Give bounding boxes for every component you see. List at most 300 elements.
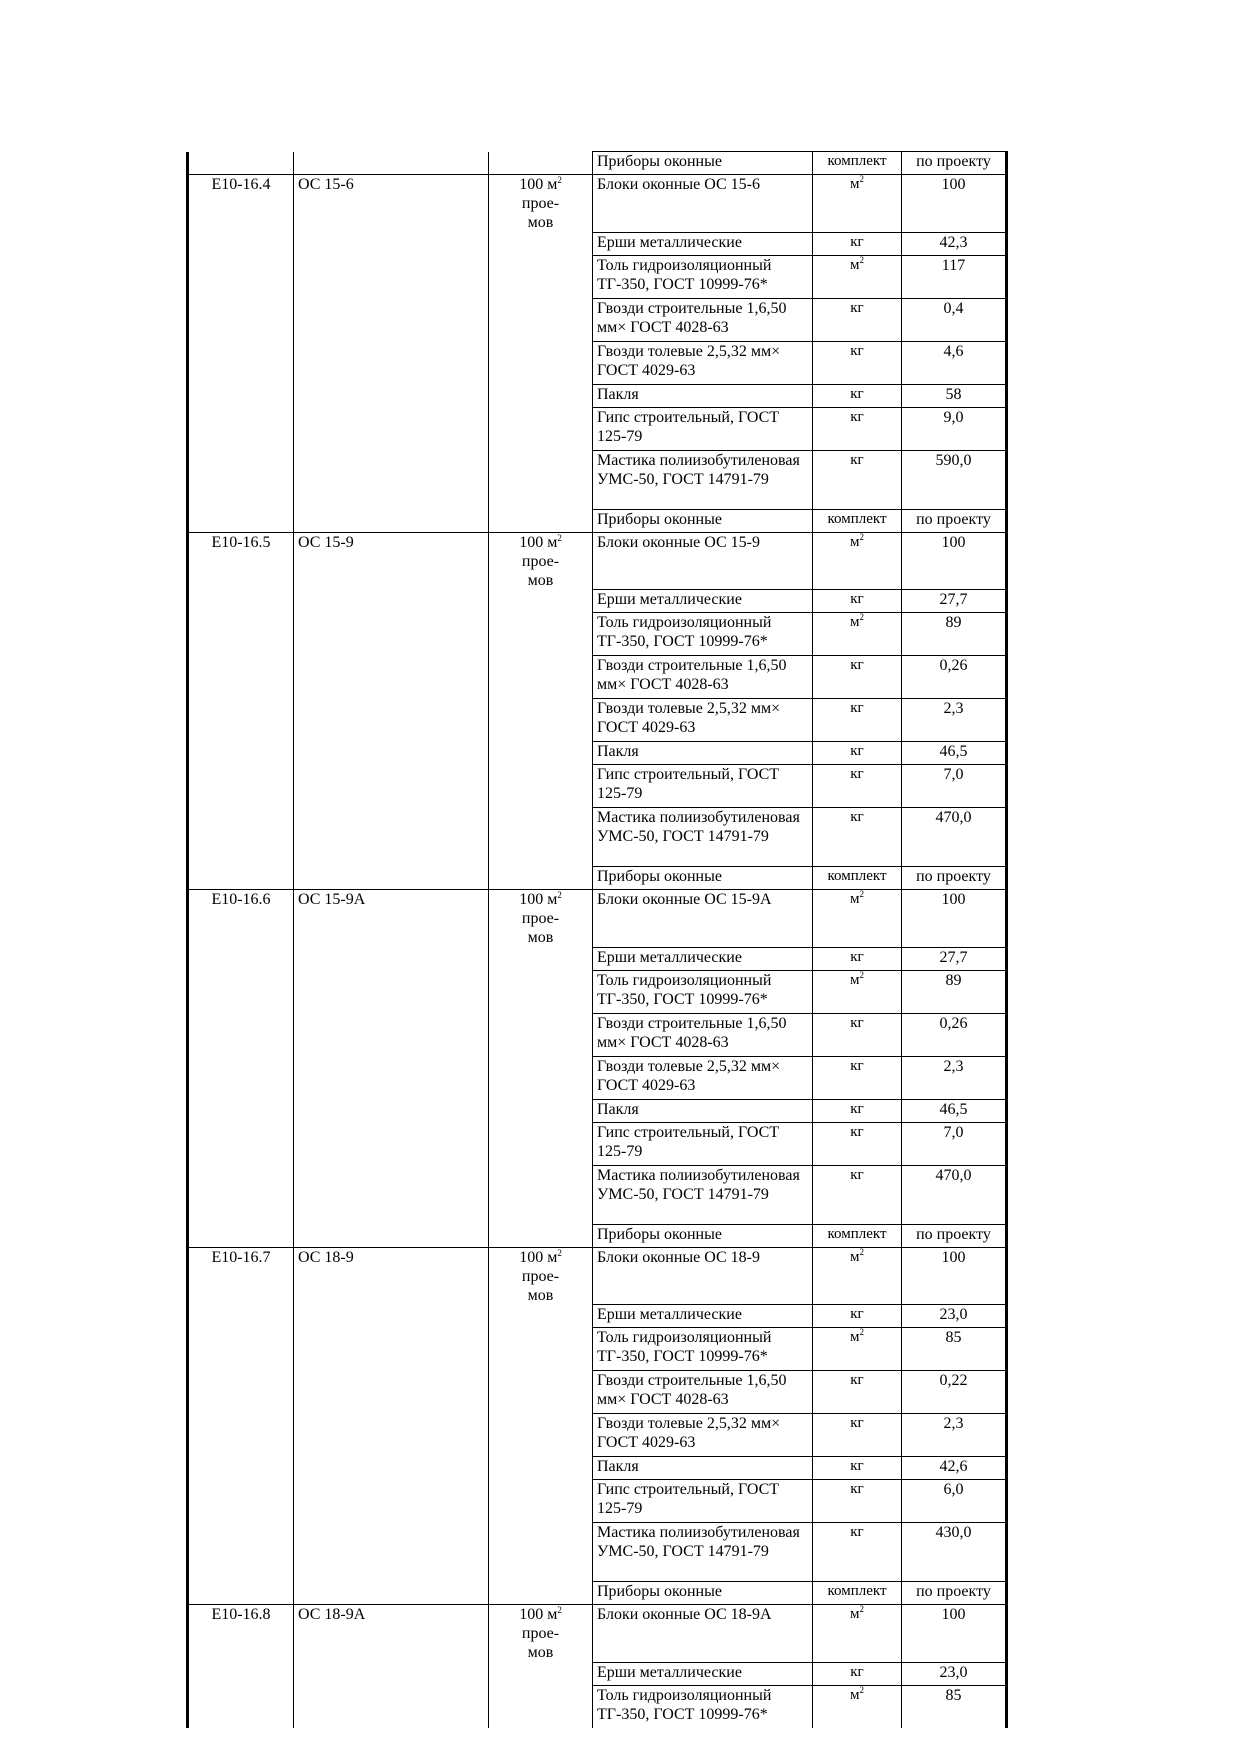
- unit-text: кг: [850, 657, 864, 673]
- name-cell: [294, 450, 489, 509]
- unit-label-cell: [489, 1480, 593, 1523]
- name-cell: [294, 1013, 489, 1056]
- amount-cell: 0,26: [902, 656, 1007, 699]
- code-cell: Е10-16.5: [188, 532, 294, 590]
- code-cell: [188, 656, 294, 699]
- material-cell: Пакля: [593, 1457, 813, 1480]
- unit-cell: [813, 1662, 902, 1685]
- amount-cell: 42,6: [902, 1457, 1007, 1480]
- name-cell: [294, 298, 489, 341]
- name-cell: [294, 1523, 489, 1582]
- code-cell: [188, 1480, 294, 1523]
- amount-cell: 46,5: [902, 1099, 1007, 1122]
- amount-cell: 58: [902, 384, 1007, 407]
- unit-label-cell: [489, 341, 593, 384]
- unit-label-cell: [489, 509, 593, 532]
- code-cell: [188, 1305, 294, 1328]
- norms-table: [186, 151, 1008, 1728]
- material-cell: Пакля: [593, 742, 813, 765]
- code-cell: [188, 613, 294, 656]
- table-row: [188, 947, 1007, 970]
- name-cell: [294, 1371, 489, 1414]
- unit-cell: [813, 1056, 902, 1099]
- code-cell: [188, 1122, 294, 1165]
- name-cell: [294, 699, 489, 742]
- unit-text: кг: [850, 948, 864, 965]
- unit-cell: [813, 1328, 902, 1371]
- unit-label-line3: мов: [527, 214, 554, 231]
- unit-cell: [813, 1099, 902, 1122]
- name-cell: [294, 1099, 489, 1122]
- material-cell: Гвозди толевые 2,5,32 мм× ГОСТ 4029-63: [593, 1056, 813, 1099]
- unit-sup: 2: [859, 612, 864, 622]
- amount-cell: 42,3: [902, 232, 1007, 255]
- code-cell: [188, 407, 294, 450]
- material-cell: Блоки оконные ОС 15-9А: [593, 890, 813, 948]
- unit-text: комплект: [827, 1583, 887, 1599]
- table-row: [188, 1414, 1007, 1457]
- amount-cell: 89: [902, 613, 1007, 656]
- unit-label-line3: мов: [527, 1644, 554, 1661]
- unit-text: кг: [850, 809, 864, 825]
- unit-cell: [813, 298, 902, 341]
- unit-text: комплект: [827, 510, 887, 527]
- unit-label-cell: [489, 1605, 593, 1663]
- name-cell: [294, 152, 489, 175]
- table-row: [188, 1523, 1007, 1582]
- name-cell: ОС 18-9: [294, 1247, 489, 1305]
- material-cell: Мастика полиизобутиленовая УМС-50, ГОСТ 14791-79: [593, 450, 813, 509]
- name-cell: [294, 742, 489, 765]
- unit-cell: [813, 699, 902, 742]
- material-cell: Гипс строительный, ГОСТ 125-79: [593, 407, 813, 450]
- material-cell: Приборы оконные: [593, 152, 813, 175]
- name-cell: [294, 1305, 489, 1328]
- unit-text: м: [850, 533, 860, 550]
- amount-cell: 100: [902, 175, 1007, 233]
- name-cell: [294, 1662, 489, 1685]
- name-cell: [294, 255, 489, 298]
- unit-cell: [813, 1523, 902, 1582]
- material-cell: Приборы оконные: [593, 1224, 813, 1247]
- unit-sup: 2: [859, 889, 864, 899]
- name-cell: [294, 1582, 489, 1605]
- name-cell: [294, 1224, 489, 1247]
- table-row: [188, 1480, 1007, 1523]
- table-row: [188, 509, 1007, 532]
- unit-label-value: 100 м: [519, 891, 558, 908]
- unit-label-cell: [489, 656, 593, 699]
- unit-label-cell: [489, 152, 593, 175]
- unit-label-cell: [489, 947, 593, 970]
- unit-cell: [813, 808, 902, 867]
- unit-label-sup: 2: [557, 890, 562, 900]
- name-cell: [294, 1480, 489, 1523]
- code-cell: [188, 742, 294, 765]
- unit-label-line2: прое-: [521, 1267, 560, 1285]
- code-cell: [188, 152, 294, 175]
- unit-label-cell: [489, 407, 593, 450]
- amount-cell: 100: [902, 890, 1007, 948]
- name-cell: [294, 1414, 489, 1457]
- table-row: [188, 867, 1007, 890]
- table-row: [188, 656, 1007, 699]
- unit-sup: 2: [859, 1327, 864, 1337]
- material-cell: Мастика полиизобутиленовая УМС-50, ГОСТ 14791-79: [593, 1523, 813, 1582]
- name-cell: ОС 18-9А: [294, 1605, 489, 1663]
- unit-sup: 2: [859, 1685, 864, 1695]
- unit-label-cell: [489, 232, 593, 255]
- amount-cell: 0,22: [902, 1371, 1007, 1414]
- unit-text: м: [850, 256, 860, 273]
- unit-cell: [813, 175, 902, 233]
- unit-label-cell: [489, 590, 593, 613]
- amount-cell: 0,4: [902, 298, 1007, 341]
- amount-cell: 7,0: [902, 765, 1007, 808]
- unit-cell: [813, 1165, 902, 1224]
- amount-cell: по проекту: [902, 152, 1007, 175]
- material-cell: Ерши металлические: [593, 232, 813, 255]
- amount-cell: 590,0: [902, 450, 1007, 509]
- unit-sup: 2: [859, 255, 864, 265]
- table-row: [188, 1582, 1007, 1605]
- unit-label-cell: [489, 532, 593, 590]
- material-cell: Гвозди строительные 1,6,50 мм× ГОСТ 4028-63: [593, 656, 813, 699]
- unit-label-value: 100 м: [519, 1248, 558, 1266]
- unit-text: кг: [850, 1306, 864, 1322]
- unit-cell: [813, 1685, 902, 1728]
- amount-cell: 100: [902, 1247, 1007, 1305]
- table-row: [188, 613, 1007, 656]
- unit-cell: [813, 1013, 902, 1056]
- unit-label-cell: [489, 1056, 593, 1099]
- unit-label-cell: [489, 613, 593, 656]
- amount-cell: 27,7: [902, 947, 1007, 970]
- name-cell: [294, 656, 489, 699]
- unit-cell: [813, 947, 902, 970]
- code-cell: [188, 255, 294, 298]
- code-cell: [188, 1165, 294, 1224]
- material-cell: Блоки оконные ОС 15-6: [593, 175, 813, 233]
- unit-cell: [813, 1247, 902, 1305]
- material-cell: Пакля: [593, 384, 813, 407]
- name-cell: [294, 590, 489, 613]
- material-cell: Блоки оконные ОС 18-9А: [593, 1605, 813, 1663]
- amount-cell: по проекту: [902, 867, 1007, 890]
- material-cell: Блоки оконные ОС 15-9: [593, 532, 813, 590]
- name-cell: ОС 15-9: [294, 532, 489, 590]
- unit-text: м: [850, 1606, 860, 1622]
- table-row: [188, 699, 1007, 742]
- code-cell: [188, 232, 294, 255]
- unit-text: м: [850, 614, 860, 630]
- unit-cell: [813, 232, 902, 255]
- unit-label-cell: [489, 765, 593, 808]
- unit-cell: [813, 765, 902, 808]
- unit-label-cell: [489, 1457, 593, 1480]
- unit-text: кг: [850, 1123, 864, 1140]
- unit-cell: [813, 1457, 902, 1480]
- material-cell: Гипс строительный, ГОСТ 125-79: [593, 1122, 813, 1165]
- code-cell: [188, 1582, 294, 1605]
- table-row: [188, 1099, 1007, 1122]
- code-cell: Е10-16.8: [188, 1605, 294, 1663]
- unit-label-line2: прое-: [521, 1625, 560, 1642]
- table-row: [188, 1013, 1007, 1056]
- unit-label-cell: [489, 1328, 593, 1371]
- table-row: [188, 1224, 1007, 1247]
- code-cell: [188, 970, 294, 1013]
- unit-label-cell: [489, 1685, 593, 1728]
- code-cell: [188, 341, 294, 384]
- unit-text: м: [850, 1329, 860, 1345]
- unit-text: кг: [850, 1415, 864, 1431]
- code-cell: [188, 590, 294, 613]
- code-cell: [188, 1224, 294, 1247]
- unit-label-cell: [489, 298, 593, 341]
- code-cell: [188, 1056, 294, 1099]
- name-cell: [294, 613, 489, 656]
- unit-cell: [813, 1122, 902, 1165]
- code-cell: [188, 1457, 294, 1480]
- code-cell: [188, 1685, 294, 1728]
- unit-text: кг: [850, 1014, 864, 1031]
- material-cell: Ерши металлические: [593, 1662, 813, 1685]
- unit-label-cell: [489, 255, 593, 298]
- unit-label-sup: 2: [557, 532, 562, 543]
- code-cell: [188, 509, 294, 532]
- material-cell: Толь гидроизоляционный ТГ-350, ГОСТ 10999-76*: [593, 613, 813, 656]
- carry-over-row: [188, 152, 1007, 175]
- name-cell: [294, 509, 489, 532]
- table-row: [188, 1457, 1007, 1480]
- material-cell: Толь гидроизоляционный ТГ-350, ГОСТ 10999-76*: [593, 255, 813, 298]
- unit-text: кг: [850, 1372, 864, 1388]
- name-cell: ОС 15-6: [294, 175, 489, 233]
- table-row: [188, 1305, 1007, 1328]
- unit-label-cell: [489, 1099, 593, 1122]
- code-cell: [188, 450, 294, 509]
- amount-cell: 117: [902, 255, 1007, 298]
- unit-text: кг: [850, 1166, 864, 1183]
- amount-cell: по проекту: [902, 1224, 1007, 1247]
- unit-cell: [813, 742, 902, 765]
- code-cell: Е10-16.6: [188, 890, 294, 948]
- code-cell: [188, 1099, 294, 1122]
- unit-text: м: [850, 891, 860, 907]
- material-cell: Гвозди строительные 1,6,50 мм× ГОСТ 4028-63: [593, 1013, 813, 1056]
- table-row: [188, 298, 1007, 341]
- unit-text: кг: [850, 700, 864, 716]
- code-cell: [188, 699, 294, 742]
- unit-label-cell: [489, 1165, 593, 1224]
- amount-cell: 89: [902, 970, 1007, 1013]
- name-cell: [294, 765, 489, 808]
- amount-cell: 2,3: [902, 1414, 1007, 1457]
- unit-label-cell: [489, 1371, 593, 1414]
- unit-cell: [813, 532, 902, 590]
- unit-label-cell: [489, 970, 593, 1013]
- code-cell: Е10-16.4: [188, 175, 294, 233]
- unit-cell: [813, 656, 902, 699]
- amount-cell: 100: [902, 1605, 1007, 1663]
- material-cell: Ерши металлические: [593, 947, 813, 970]
- unit-text: м: [850, 1248, 860, 1265]
- material-cell: Гипс строительный, ГОСТ 125-79: [593, 765, 813, 808]
- unit-label-cell: [489, 699, 593, 742]
- unit-text: кг: [850, 233, 864, 250]
- unit-text: кг: [850, 766, 864, 782]
- unit-label-cell: [489, 1523, 593, 1582]
- material-cell: Гвозди толевые 2,5,32 мм× ГОСТ 4029-63: [593, 341, 813, 384]
- amount-cell: 430,0: [902, 1523, 1007, 1582]
- unit-text: кг: [850, 408, 864, 425]
- code-cell: [188, 765, 294, 808]
- unit-text: кг: [850, 1100, 864, 1117]
- amount-cell: 9,0: [902, 407, 1007, 450]
- amount-cell: 85: [902, 1328, 1007, 1371]
- code-cell: [188, 1662, 294, 1685]
- unit-cell: [813, 509, 902, 532]
- name-cell: [294, 1122, 489, 1165]
- material-cell: Приборы оконные: [593, 1582, 813, 1605]
- unit-cell: комплект: [813, 152, 902, 175]
- table-row: [188, 765, 1007, 808]
- unit-label-cell: [489, 1582, 593, 1605]
- name-cell: [294, 867, 489, 890]
- name-cell: [294, 947, 489, 970]
- amount-cell: 470,0: [902, 808, 1007, 867]
- material-cell: Приборы оконные: [593, 509, 813, 532]
- material-cell: Мастика полиизобутиленовая УМС-50, ГОСТ 14791-79: [593, 1165, 813, 1224]
- table-row: [188, 970, 1007, 1013]
- code-cell: [188, 1371, 294, 1414]
- unit-label-cell: [489, 1662, 593, 1685]
- table-row: [188, 384, 1007, 407]
- table-row: [188, 255, 1007, 298]
- unit-text: кг: [850, 451, 864, 468]
- material-cell: Ерши металлические: [593, 1305, 813, 1328]
- amount-cell: 470,0: [902, 1165, 1007, 1224]
- unit-text: кг: [850, 385, 864, 402]
- unit-text: кг: [850, 591, 864, 607]
- code-cell: [188, 1523, 294, 1582]
- unit-label-cell: [489, 450, 593, 509]
- unit-cell: [813, 1480, 902, 1523]
- unit-label-cell: [489, 384, 593, 407]
- table-row: [188, 532, 1007, 590]
- amount-cell: 23,0: [902, 1305, 1007, 1328]
- code-cell: [188, 1013, 294, 1056]
- table-row: [188, 742, 1007, 765]
- unit-label-line3: мов: [527, 571, 554, 589]
- unit-sup: 2: [859, 1604, 864, 1614]
- table-row: [188, 175, 1007, 233]
- unit-cell: [813, 341, 902, 384]
- amount-cell: 2,3: [902, 699, 1007, 742]
- material-cell: Толь гидроизоляционный ТГ-350, ГОСТ 10999-76*: [593, 1328, 813, 1371]
- table-row: [188, 341, 1007, 384]
- unit-text: кг: [850, 299, 864, 316]
- amount-cell: 0,26: [902, 1013, 1007, 1056]
- code-cell: [188, 1328, 294, 1371]
- unit-text: кг: [850, 743, 864, 759]
- unit-label-cell: [489, 175, 593, 233]
- unit-cell: [813, 1305, 902, 1328]
- code-cell: Е10-16.7: [188, 1247, 294, 1305]
- material-cell: Гвозди строительные 1,6,50 мм× ГОСТ 4028-63: [593, 298, 813, 341]
- amount-cell: 6,0: [902, 1480, 1007, 1523]
- unit-cell: [813, 867, 902, 890]
- name-cell: [294, 1685, 489, 1728]
- name-cell: [294, 1457, 489, 1480]
- unit-label-cell: [489, 1224, 593, 1247]
- unit-label-cell: [489, 1122, 593, 1165]
- unit-label-cell: [489, 1247, 593, 1305]
- unit-text: м: [850, 1686, 860, 1703]
- unit-label-cell: [489, 808, 593, 867]
- unit-sup: 2: [859, 532, 864, 542]
- unit-label-cell: [489, 742, 593, 765]
- unit-label-line2: прое-: [521, 195, 560, 212]
- name-cell: [294, 407, 489, 450]
- material-cell: Гипс строительный, ГОСТ 125-79: [593, 1480, 813, 1523]
- unit-sup: 2: [859, 174, 864, 184]
- unit-cell: [813, 590, 902, 613]
- table-row: [188, 1165, 1007, 1224]
- name-cell: [294, 808, 489, 867]
- unit-label-line2: прое-: [521, 910, 560, 927]
- name-cell: [294, 1165, 489, 1224]
- unit-label-line3: мов: [527, 1286, 554, 1304]
- table-row: [188, 1122, 1007, 1165]
- name-cell: [294, 1328, 489, 1371]
- unit-cell: [813, 407, 902, 450]
- unit-label-cell: [489, 1305, 593, 1328]
- unit-cell: [813, 1371, 902, 1414]
- name-cell: ОС 15-9А: [294, 890, 489, 948]
- amount-cell: 7,0: [902, 1122, 1007, 1165]
- table-row: [188, 808, 1007, 867]
- unit-text: кг: [850, 1524, 864, 1540]
- unit-cell: [813, 1414, 902, 1457]
- unit-cell: [813, 384, 902, 407]
- material-cell: Гвозди толевые 2,5,32 мм× ГОСТ 4029-63: [593, 1414, 813, 1457]
- material-cell: Толь гидроизоляционный ТГ-350, ГОСТ 10999-76*: [593, 1685, 813, 1728]
- amount-cell: по проекту: [902, 509, 1007, 532]
- amount-cell: 85: [902, 1685, 1007, 1728]
- unit-label-value: 100 м: [519, 533, 558, 551]
- unit-label-sup: 2: [557, 1247, 562, 1258]
- table-row: [188, 590, 1007, 613]
- unit-text: кг: [850, 1057, 864, 1074]
- amount-cell: по проекту: [902, 1582, 1007, 1605]
- table-row: [188, 1662, 1007, 1685]
- table-row: [188, 1328, 1007, 1371]
- table-row: [188, 1247, 1007, 1305]
- unit-cell: [813, 1605, 902, 1663]
- amount-cell: 27,7: [902, 590, 1007, 613]
- table-row: [188, 232, 1007, 255]
- norms-table-body: [188, 152, 1007, 1729]
- amount-cell: 100: [902, 532, 1007, 590]
- material-cell: Ерши металлические: [593, 590, 813, 613]
- unit-cell: [813, 450, 902, 509]
- table-row: [188, 1371, 1007, 1414]
- name-cell: [294, 232, 489, 255]
- table-row: [188, 1605, 1007, 1663]
- unit-cell: [813, 890, 902, 948]
